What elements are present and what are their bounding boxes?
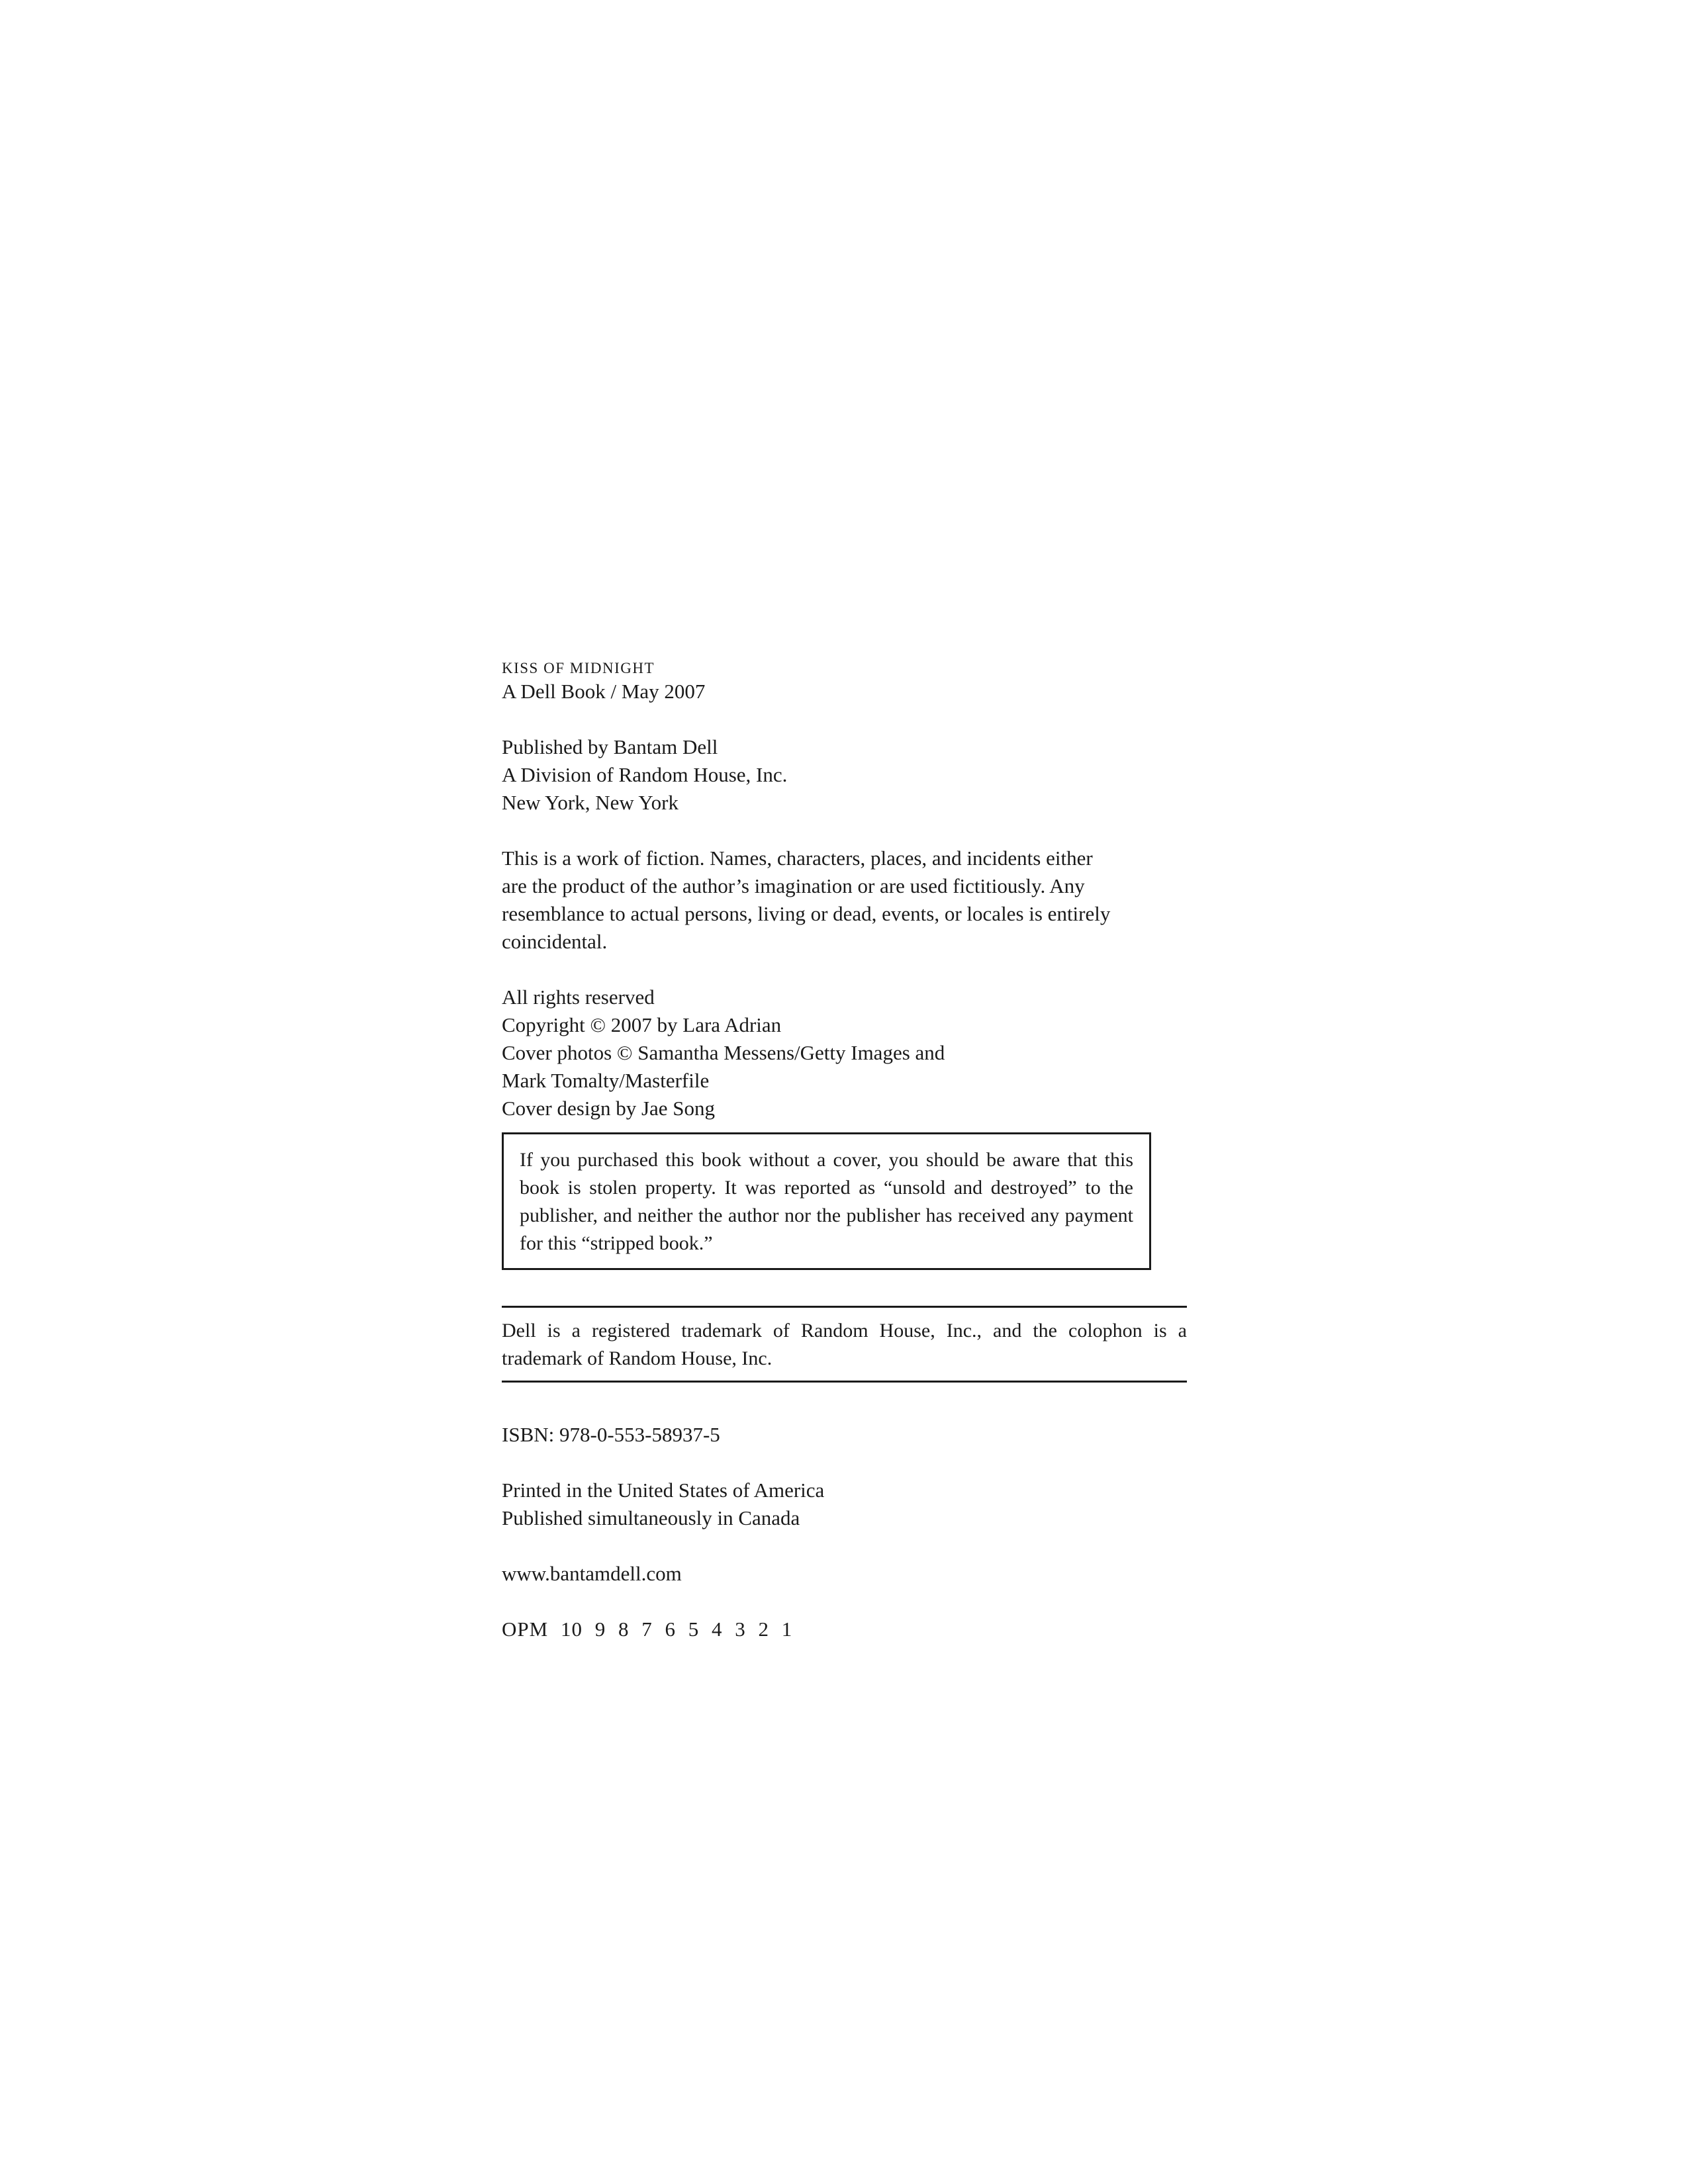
cover-design-credit: Cover design by Jae Song <box>502 1097 716 1120</box>
book-title: KISS OF MIDNIGHT <box>502 660 655 676</box>
copyright-line: Copyright © 2007 by Lara Adrian <box>502 1013 782 1036</box>
fiction-notice-line: This is a work of fiction. Names, characters, places, and incidents either <box>502 846 1093 870</box>
rights-block <box>502 983 1187 1122</box>
fiction-notice-line: coincidental. <box>502 930 608 953</box>
publisher-location: New York, New York <box>502 791 679 814</box>
rights-reserved: All rights reserved <box>502 985 655 1009</box>
cover-photos-credit-continued: Mark Tomalty/Masterfile <box>502 1069 710 1092</box>
fiction-notice-line: resemblance to actual persons, living or dead, events, or locales is entirely <box>502 902 1111 925</box>
printed-country: Printed in the United States of America <box>502 1479 825 1502</box>
publisher-line: Published by Bantam Dell <box>502 735 718 758</box>
trademark-notice: Dell is a registered trademark of Random House, Inc., and the colophon is a trademark of Random House, Inc. <box>502 1308 1187 1383</box>
title-block <box>502 659 1187 705</box>
copyright-block <box>502 659 1187 1643</box>
fiction-notice <box>502 844 1187 956</box>
print-line: OPM 10 9 8 7 6 5 4 3 2 1 <box>502 1617 793 1641</box>
cover-photos-credit: Cover photos © Samantha Messens/Getty Images and <box>502 1041 945 1064</box>
stripped-book-notice: If you purchased this book without a cover, you should be aware that this book is stolen property. It was reported as “unsold and destroyed” to the publisher, and neither the author nor the publisher has received any payment for this “stripped book.” <box>502 1132 1151 1270</box>
website: www.bantamdell.com <box>502 1562 682 1585</box>
publisher-division: A Division of Random House, Inc. <box>502 763 788 786</box>
isbn: ISBN: 978-0-553-58937-5 <box>502 1423 720 1446</box>
publisher-block <box>502 733 1187 817</box>
printing-block <box>502 1477 1187 1532</box>
edition-line: A Dell Book / May 2007 <box>502 680 706 703</box>
published-canada: Published simultaneously in Canada <box>502 1506 800 1529</box>
fiction-notice-line: are the product of the author’s imagination or are used fictitiously. Any <box>502 874 1085 897</box>
